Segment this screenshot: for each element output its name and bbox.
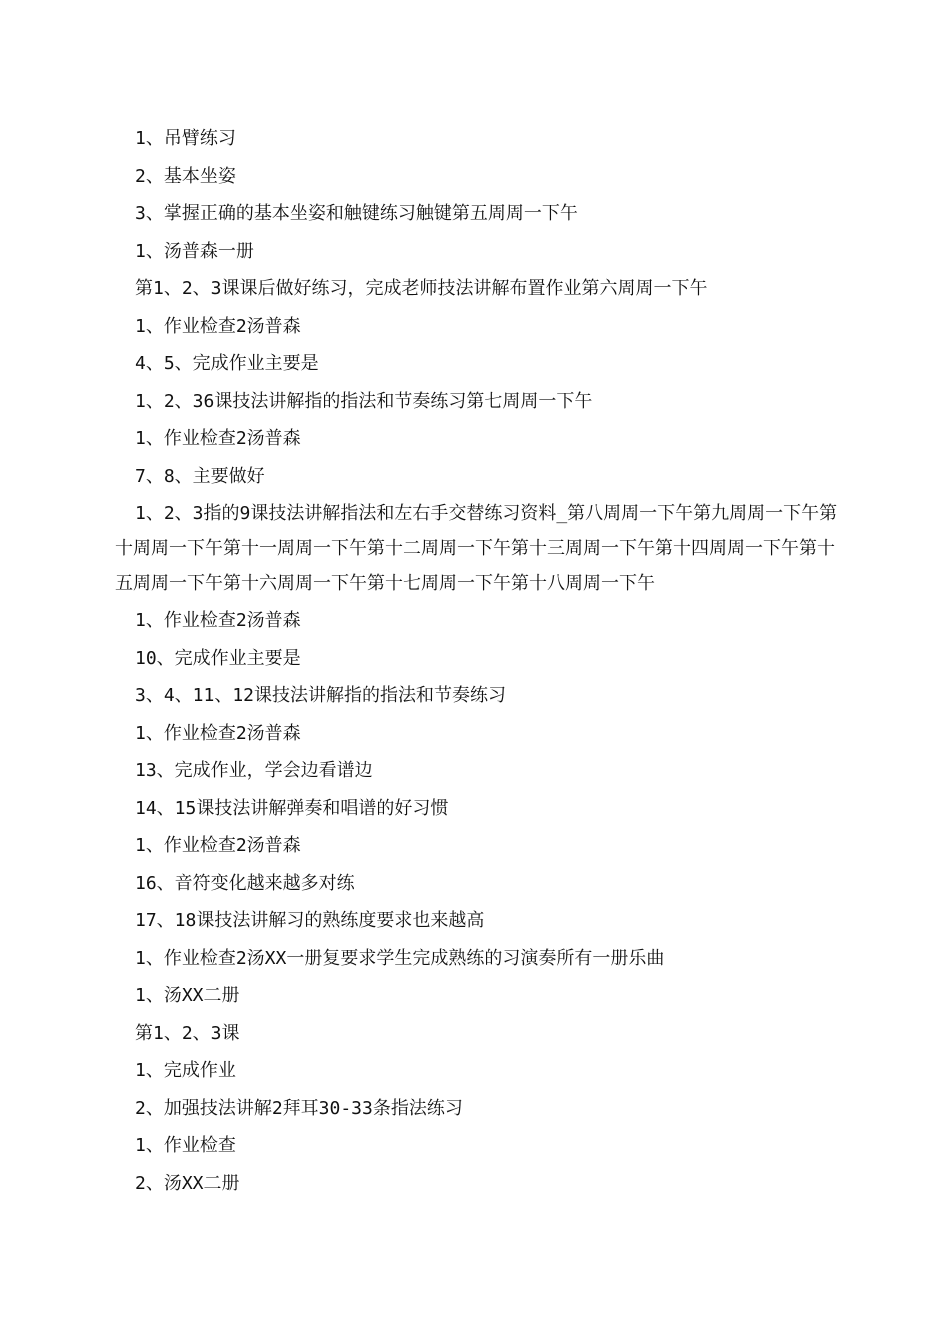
text-line: 3、掌握正确的基本坐姿和触键练习触键第五周周一下午 bbox=[135, 203, 578, 224]
text-line: 1、完成作业 bbox=[135, 1060, 236, 1081]
text-line: 第1、2、3课 bbox=[135, 1022, 240, 1044]
text-line: 1、汤普森一册 bbox=[135, 240, 254, 262]
text-line: 1、作业检查2汤普森 bbox=[135, 835, 301, 856]
text-line: 1、作业检查2汤普森 bbox=[135, 315, 301, 337]
text-line: 1、汤XX二册 bbox=[135, 985, 240, 1006]
text-line: 2、基本坐姿 bbox=[135, 165, 236, 187]
text-line: 1、作业检查2汤XX一册复要求学生完成熟练的习演奏所有一册乐曲 bbox=[135, 947, 665, 969]
text-line: 4、5、完成作业主要是 bbox=[135, 353, 319, 374]
text-line: 1、作业检查2汤普森 bbox=[135, 722, 301, 744]
text-line: 7、8、主要做好 bbox=[135, 465, 265, 487]
text-paragraph: 1、2、3指的9课技法讲解指法和左右手交替练习资料_第八周周一下午第九周周一下午第十周周一下午第十一周周一下午第十二周周一下午第十三周周一下午第十四周周一下午第十五周周一下午第十六周周一下午第十七周周一下午第十八周周一下午 bbox=[115, 503, 838, 594]
text-line: 1、作业检查2汤普森 bbox=[135, 428, 301, 449]
text-line: 2、汤XX二册 bbox=[135, 1172, 240, 1194]
text-line: 3、4、11、12课技法讲解指的指法和节奏练习 bbox=[135, 685, 507, 706]
text-line: 13、完成作业，学会边看谱边 bbox=[135, 760, 373, 781]
text-line: 1、作业检查 bbox=[135, 1135, 236, 1156]
text-line: 14、15课技法讲解弹奏和唱谱的好习惯 bbox=[135, 797, 449, 819]
text-line: 第1、2、3课课后做好练习，完成老师技法讲解布置作业第六周周一下午 bbox=[135, 278, 708, 299]
text-line: 1、作业检查2汤普森 bbox=[135, 610, 301, 631]
text-line: 2、加强技法讲解2拜耳30-33条指法练习 bbox=[135, 1097, 463, 1119]
text-line: 17、18课技法讲解习的熟练度要求也来越高 bbox=[135, 910, 485, 931]
text-line: 16、音符变化越来越多对练 bbox=[135, 872, 355, 894]
text-line: 1、吊臂练习 bbox=[135, 128, 236, 149]
text-line: 1、2、36课技法讲解指的指法和节奏练习第七周周一下午 bbox=[135, 390, 593, 412]
document-body bbox=[115, 120, 840, 1202]
text-line: 10、完成作业主要是 bbox=[135, 647, 301, 669]
